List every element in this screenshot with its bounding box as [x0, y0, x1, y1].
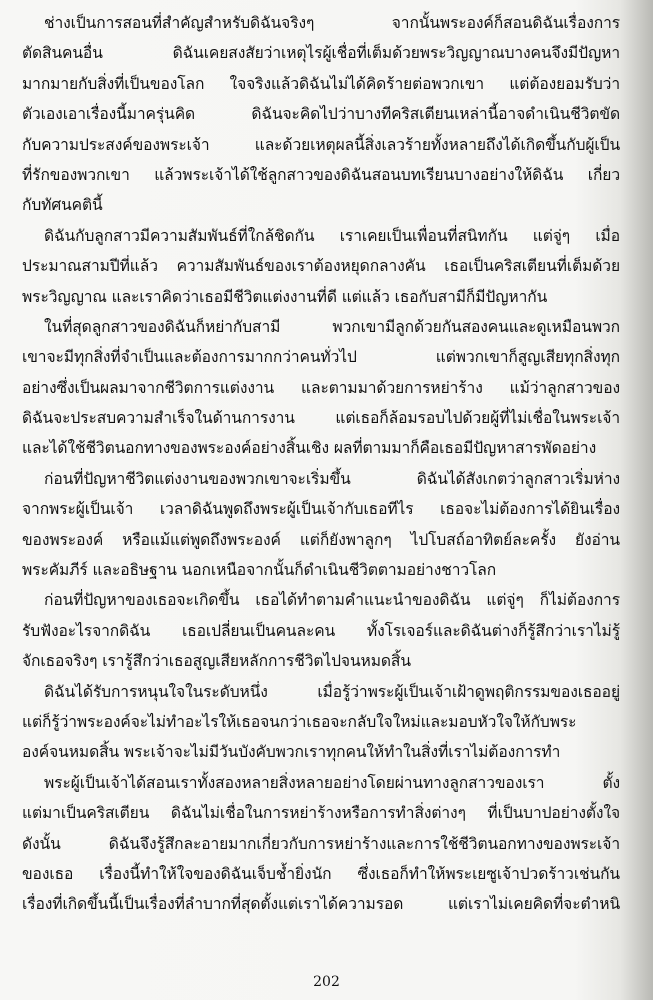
text-line: รับฟังอะไรจากดิฉัน เธอเปลี่ยนเป็นคนละคน ทั้งโรเจอร์และดิฉันต่างก็รู้สึกว่าเราไม่รู้ [22, 621, 620, 640]
text-line: จักเธอจริงๆ เรารู้สึกว่าเธอสูญเสียหลักการชีวิตไปจนหมดสิ้น [22, 652, 411, 671]
text-line: ดิฉันได้รับการหนุนใจในระดับหนึ่ง เมื่อรู้ว่าพระผู้เป็นเจ้าเฝ้าดูพฤติกรรมของเธออยู่ [44, 682, 620, 701]
text-line: ตัดสินคนอื่น ดิฉันเคยสงสัยว่าเหตุไรผู้เชื่อที่เต็มด้วยพระวิญญาณบางคนจึงมีปัญหา [22, 44, 620, 63]
text-line: พระผู้เป็นเจ้าได้สอนเราทั้งสองหลายสิ่งหลายอย่างโดยผ่านทางลูกสาวของเรา ตั้ง [44, 773, 620, 792]
text-line: พระคัมภีร์ และอธิษฐาน นอกเหนือจากนั้นก็ดำเนินชีวิตตามอย่างชาวโลก [22, 561, 497, 580]
text-line: จากพระผู้เป็นเจ้า เวลาดิฉันพูดถึงพระผู้เป็นเจ้ากับเธอทีไร เธอจะไม่ต้องการได้ยินเรื่อง [22, 500, 620, 519]
text-line: กับความประสงค์ของพระเจ้า และด้วยเหตุผลนี้สิ่งเลวร้ายทั้งหลายถึงได้เกิดขึ้นกับผู้เป็น [22, 135, 620, 154]
text-line: มากมายกับสิ่งที่เป็นของโลก ใจจริงแล้วดิฉันไม่ได้คิดร้ายต่อพวกเขา แต่ต้องยอมรับว่า [22, 74, 620, 93]
text-line: กับทัศนคตินี้ [22, 196, 103, 215]
text-line: ของพระองค์ หรือแม้แต่พูดถึงพระองค์ แต่ก็ยังพาลูกๆ ไปโบสถ์อาทิตย์ละครั้ง ยังอ่าน [22, 530, 620, 549]
text-line: ดิฉันจะประสบความสำเร็จในด้านการงาน แต่เธอก็ล้อมรอบไปด้วยผู้ที่ไม่เชื่อในพระเจ้า [22, 409, 620, 428]
text-line: องค์จนหมดสิ้น พระเจ้าจะไม่มีวันบังคับพวกเราทุกคนให้ทำในสิ่งที่เราไม่ต้องการทำ [22, 743, 561, 762]
text-line: แต่มาเป็นคริสเตียน ดิฉันไม่เชื่อในการหย่าร้างหรือการทำสิ่งต่างๆ ที่เป็นบาปอย่างตั้งใจ [22, 804, 620, 823]
text-line: ช่างเป็นการสอนที่สำคัญสำหรับดิฉันจริงๆ จากนั้นพระองค์ก็สอนดิฉันเรื่องการ [44, 14, 620, 32]
text-line: ในที่สุดลูกสาวของดิฉันก็หย่ากับสามี พวกเขามีลูกด้วยกันสองคนและดูเหมือนพวก [44, 317, 620, 336]
text-line: ที่รักของพวกเขา แล้วพระเจ้าได้ใช้ลูกสาวของดิฉันสอนบทเรียนบางอย่างให้ดิฉัน เกี่ยว [22, 165, 620, 184]
text-line: ดิฉันกับลูกสาวมีความสัมพันธ์ที่ใกล้ชิดกัน เราเคยเป็นเพื่อนที่สนิทกัน แต่จู่ๆ เมื่อ [44, 226, 620, 245]
text-line: อย่างซึ่งเป็นผลมาจากชีวิตการแต่งงาน และตามมาด้วยการหย่าร้าง แม้ว่าลูกสาวของ [22, 378, 620, 397]
text-line: ดังนั้น ดิฉันจึงรู้สึกละอายมากเกี่ยวกับการหย่าร้างและการใช้ชีวิตนอกทางของพระเจ้า [22, 834, 620, 853]
page-number: 202 [313, 974, 340, 990]
text-line: และได้ใช้ชีวิตนอกทางของพระองค์อย่างสิ้นเชิง ผลที่ตามมาก็คือเธอมีปัญหาสารพัดอย่าง [22, 439, 597, 458]
text-line: ตัวเองเอาเรื่องนี้มาครุ่นคิด ดิฉันจะคิดไปว่าบางทีคริสเตียนเหล่านี้อาจดำเนินชีวิตขัด [22, 105, 620, 124]
text-line: ของเธอ เรื่องนี้ทำให้ใจของดิฉันเจ็บช้ำยิ่งนัก ซึ่งเธอก็ทำให้พระเยซูเจ้าปวดร้าวเช่นกัน [22, 864, 620, 883]
text-line: พระวิญญาณ และเราคิดว่าเธอมีชีวิตแต่งงานที่ดี แต่แล้ว เธอกับสามีก็มีปัญหากัน [22, 287, 548, 306]
text-line: แต่ก็รู้ว่าพระองค์จะไม่ทำอะไรให้เธอจนกว่าเธอจะกลับใจใหม่และมอบหัวใจให้กับพระ [22, 712, 577, 731]
text-line: เขาจะมีทุกสิ่งที่จำเป็นและต้องการมากกว่าคนทั่วไป แต่พวกเขาก็สูญเสียทุกสิ่งทุก [22, 348, 620, 367]
body-text [22, 8, 620, 920]
text-line: เรื่องที่เกิดขึ้นนี้เป็นเรื่องที่ลำบากที่สุดตั้งแต่เราได้ความรอด แต่เราไม่เคยคิดที่จะตำหนิ [22, 895, 620, 914]
text-line: ประมาณสามปีที่แล้ว ความสัมพันธ์ของเราต้องหยุดกลางคัน เธอเป็นคริสเตียนที่เต็มด้วย [22, 257, 620, 276]
text-line: ก่อนที่ปัญหาชีวิตแต่งงานของพวกเขาจะเริ่มขึ้น ดิฉันได้สังเกตว่าลูกสาวเริ่มห่าง [44, 469, 620, 488]
text-line: ก่อนที่ปัญหาของเธอจะเกิดขึ้น เธอได้ทำตามคำแนะนำของดิฉัน แต่จู่ๆ ก็ไม่ต้องการ [44, 591, 620, 610]
